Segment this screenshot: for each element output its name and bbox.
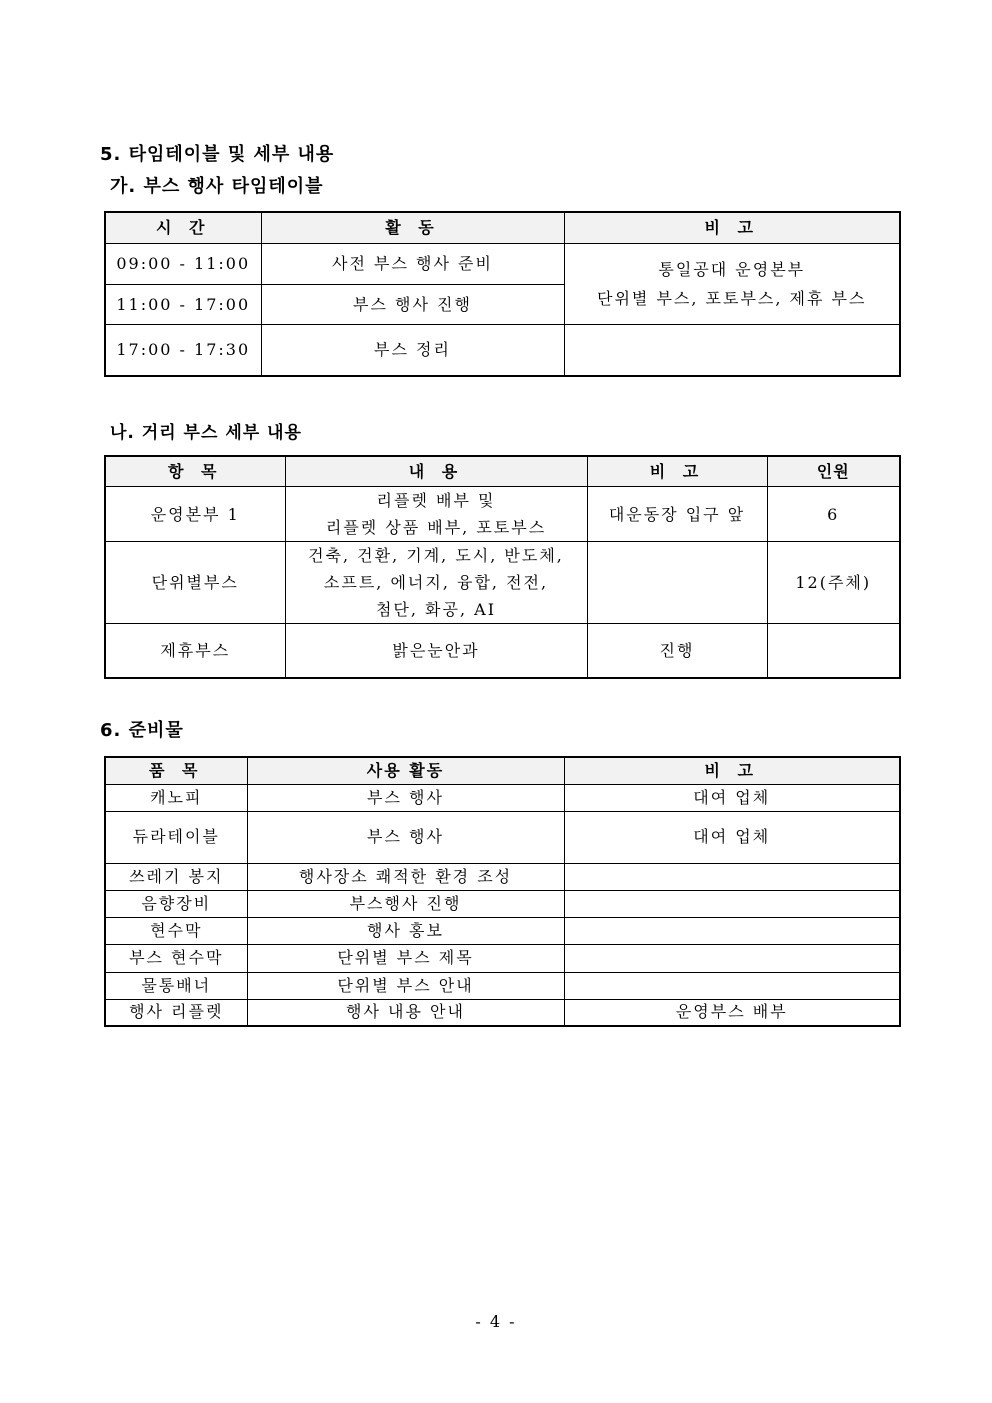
content-line: 리플렛 배부 및 <box>376 491 496 510</box>
item-cell: 제휴부스 <box>105 624 285 678</box>
header-use: 사용 활동 <box>247 757 564 784</box>
note-cell <box>564 863 900 890</box>
header-item: 품 목 <box>105 757 247 784</box>
header-content: 내 용 <box>285 456 587 487</box>
use-cell: 단위별 부스 제목 <box>247 944 564 972</box>
item-cell: 단위별부스 <box>105 542 285 624</box>
count-cell <box>767 624 900 678</box>
subsection-b-title: 나. 거리 부스 세부 내용 <box>110 423 302 443</box>
time-cell: 17:00 - 17:30 <box>105 324 261 376</box>
use-cell: 행사 내용 안내 <box>247 999 564 1026</box>
note-cell: 대여 업체 <box>564 811 900 863</box>
item-cell: 운영본부 1 <box>105 487 285 542</box>
content-cell <box>285 487 587 542</box>
booth-timetable <box>104 211 901 377</box>
use-cell: 부스 행사 <box>247 784 564 811</box>
use-cell: 부스 행사 <box>247 811 564 863</box>
header-count: 인원 <box>767 456 900 487</box>
header-time: 시 간 <box>105 212 261 243</box>
count-cell: 12(주체) <box>767 542 900 624</box>
note-cell: 진행 <box>587 624 767 678</box>
item-cell: 캐노피 <box>105 784 247 811</box>
activity-cell: 부스 정리 <box>261 324 564 376</box>
note-cell <box>587 542 767 624</box>
content-line: 건축, 건환, 기계, 도시, 반도체, <box>308 546 564 565</box>
content-line: 첨단, 화공, AI <box>375 600 497 619</box>
supplies-table <box>104 756 901 1027</box>
header-item: 항 목 <box>105 456 285 487</box>
note-cell <box>564 972 900 999</box>
page-number: - 4 - <box>475 1312 517 1331</box>
item-cell: 쓰레기 봉지 <box>105 863 247 890</box>
header-note: 비 고 <box>564 757 900 784</box>
note-cell: 운영부스 배부 <box>564 999 900 1026</box>
item-cell: 듀라테이블 <box>105 811 247 863</box>
count-cell: 6 <box>767 487 900 542</box>
note-line: 단위별 부스, 포토부스, 제휴 부스 <box>597 288 867 308</box>
subsection-a-title: 가. 부스 행사 타임테이블 <box>110 176 324 197</box>
header-note: 비 고 <box>564 212 900 243</box>
use-cell: 단위별 부스 안내 <box>247 972 564 999</box>
note-cell: 대여 업체 <box>564 784 900 811</box>
item-cell: 물통배너 <box>105 972 247 999</box>
section-5-title: 5. 타임테이블 및 세부 내용 <box>100 144 335 165</box>
content-cell <box>285 542 587 624</box>
street-booth-details <box>104 455 901 679</box>
header-activity: 활 동 <box>261 212 564 243</box>
note-cell <box>564 944 900 972</box>
item-cell: 현수막 <box>105 917 247 944</box>
section-6-title: 6. 준비물 <box>100 720 184 741</box>
time-cell: 11:00 - 17:00 <box>105 284 261 324</box>
header-note: 비 고 <box>587 456 767 487</box>
item-cell: 음향장비 <box>105 890 247 917</box>
content-line: 소프트, 에너지, 융합, 전전, <box>323 573 549 592</box>
use-cell: 행사 홍보 <box>247 917 564 944</box>
content-cell: 밝은눈안과 <box>285 624 587 678</box>
note-line: 통일공대 운영본부 <box>658 259 806 279</box>
use-cell: 부스행사 진행 <box>247 890 564 917</box>
activity-cell: 사전 부스 행사 준비 <box>261 243 564 284</box>
note-cell-merged <box>564 243 900 324</box>
use-cell: 행사장소 쾌적한 환경 조성 <box>247 863 564 890</box>
time-cell: 09:00 - 11:00 <box>105 243 261 284</box>
item-cell: 행사 리플렛 <box>105 999 247 1026</box>
note-cell <box>564 890 900 917</box>
item-cell: 부스 현수막 <box>105 944 247 972</box>
activity-cell: 부스 행사 진행 <box>261 284 564 324</box>
content-line: 리플렛 상품 배부, 포토부스 <box>325 518 547 537</box>
note-cell <box>564 324 900 376</box>
note-cell: 대운동장 입구 앞 <box>587 487 767 542</box>
note-cell <box>564 917 900 944</box>
